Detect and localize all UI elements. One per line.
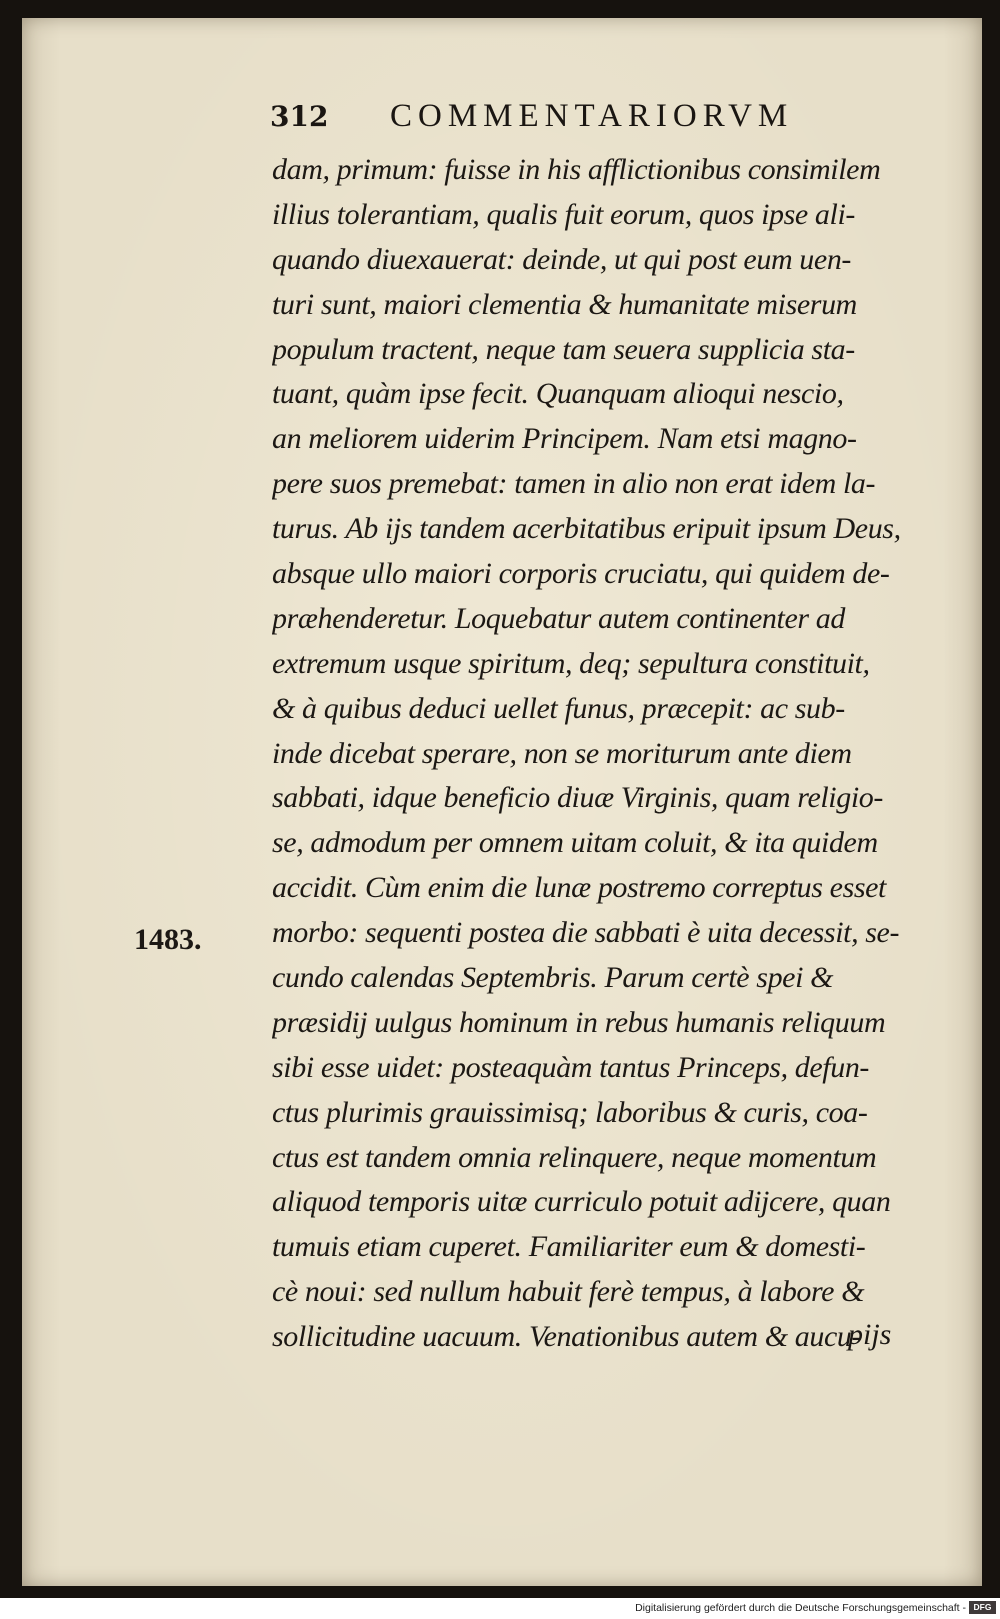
text-line: turus. Ab ijs tandem acerbitatibus eripuit ipsum Deus,	[272, 512, 901, 546]
margin-note-year: 1483.	[134, 923, 202, 956]
text-line: accidit. Cùm enim die lunæ postremo correptus esset	[272, 871, 886, 905]
text-line: aliquod temporis uitæ curriculo potuit adijcere, quan	[272, 1185, 891, 1219]
text-line: dam, primum: fuisse in his afflictionibus consimilem	[272, 153, 881, 186]
text-line: ctus plurimis grauissimisq; laboribus & curis, coa-	[272, 1095, 868, 1129]
text-line: inde dicebat sperare, non se moriturum ante diem	[272, 736, 852, 770]
text-line: extremum usque spiritum, deq; sepultura constituit,	[272, 646, 870, 680]
text-line: se, admodum per omnem uitam coluit, & ita quidem	[272, 826, 878, 860]
text-line: præsidij uulgus hominum in rebus humanis reliquum	[272, 1005, 886, 1039]
dfg-logo: DFG	[969, 1601, 996, 1614]
text-line: præhenderetur. Loquebatur autem continenter ad	[272, 601, 845, 635]
text-line: illius tolerantiam, qualis fuit eorum, quos ipse ali-	[272, 197, 855, 231]
text-line: tuant, quàm ipse fecit. Quanquam alioqui nescio,	[272, 377, 844, 411]
text-line: sibi esse uidet: posteaquàm tantus Princeps, defun-	[272, 1050, 870, 1084]
text-line: cundo calendas Septembris. Parum certè spei &	[272, 961, 834, 995]
footer-strip	[0, 1598, 1000, 1619]
catchword: pijs	[848, 1318, 892, 1351]
text-line: absque ullo maiori corporis cruciatu, qui quidem de-	[272, 557, 890, 591]
text-line: turi sunt, maiori clementia & humanitate miserum	[272, 287, 857, 321]
text-line: & à quibus deduci uellet funus, præcepit: ac sub-	[272, 691, 845, 725]
text-line: quando diuexauerat: deinde, ut qui post eum uen-	[272, 242, 852, 276]
text-line: morbo: sequenti postea die sabbati è uita decessit, se-	[272, 916, 900, 950]
running-head	[270, 96, 870, 146]
running-head-title: COMMENTARIORVM	[390, 98, 794, 134]
text-line: sabbati, idque beneficio diuæ Virginis, quam religio-	[272, 781, 883, 815]
text-line: sollicitudine uacuum. Venationibus autem & aucu-	[272, 1320, 862, 1354]
page-number: 312	[270, 100, 329, 133]
body-text	[272, 148, 952, 1360]
text-line: populum tractent, neque tam seuera supplicia sta-	[272, 332, 855, 366]
text-line: an meliorem uiderim Principem. Nam etsi magno-	[272, 422, 857, 456]
text-line: ctus est tandem omnia relinquere, neque momentum	[272, 1140, 877, 1174]
text-line: cè noui: sed nullum habuit ferè tempus, à labore &	[272, 1275, 865, 1309]
text-line: pere suos premebat: tamen in alio non erat idem la-	[272, 467, 876, 501]
digitization-credit: Digitalisierung gefördert durch die Deutsche Forschungsgemeinschaft -	[635, 1602, 966, 1614]
text-line: tumuis etiam cuperet. Familiariter eum & domesti-	[272, 1230, 866, 1264]
book-page	[22, 18, 982, 1586]
